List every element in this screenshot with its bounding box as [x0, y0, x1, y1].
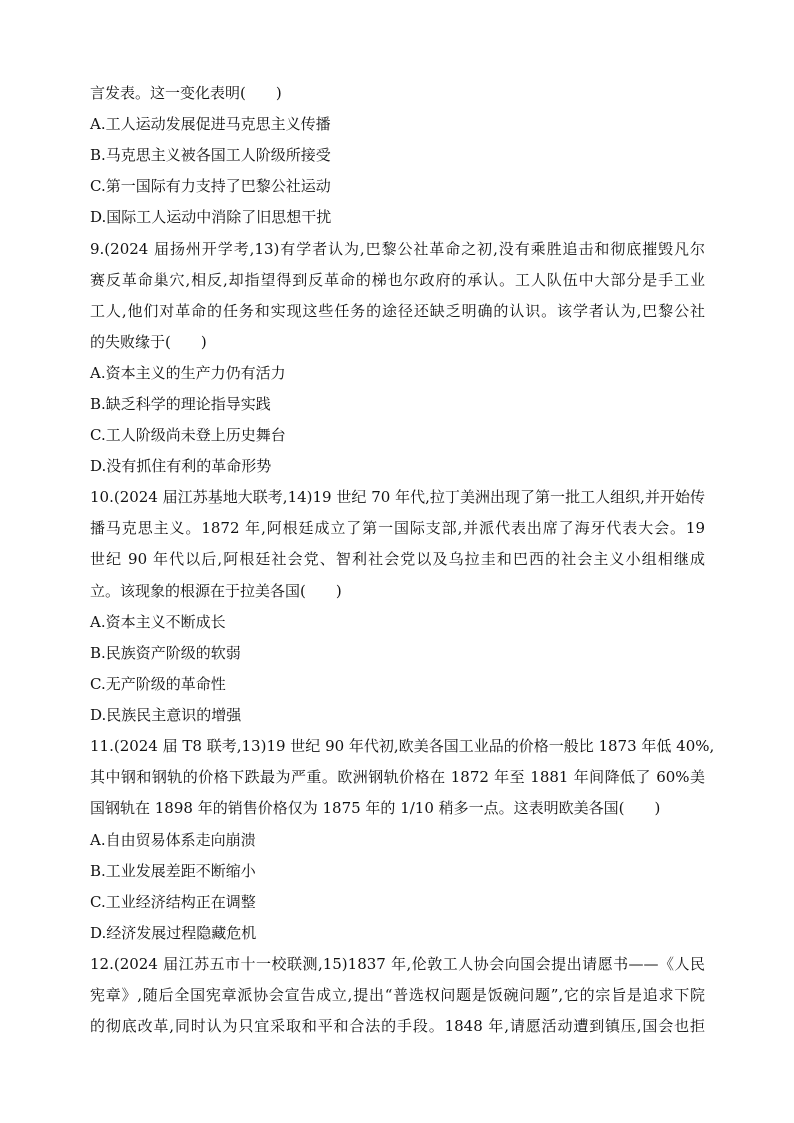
q12-stem-line-2: 宪章》,随后全国宪章派协会宣告成立,提出“普选权问题是饭碗问题”,它的宗旨是追求下院: [90, 986, 705, 1004]
q9-stem-line-3: 工人,他们对革命的任务和实现这些任务的途径还缺乏明确的认识。该学者认为,巴黎公社: [90, 302, 705, 320]
q8-option-a: A.工人运动发展促进马克思主义传播: [90, 115, 331, 133]
q8-option-b: B.马克思主义被各国工人阶级所接受: [90, 146, 331, 164]
q9-option-b: B.缺乏科学的理论指导实践: [90, 395, 271, 413]
q10-stem-line-2: 播马克思主义。1872 年,阿根廷成立了第一国际支部,并派代表出席了海牙代表大会。19: [90, 519, 705, 537]
q8-option-d: D.国际工人运动中消除了旧思想干扰: [90, 208, 332, 226]
q9-stem-line-4: 的失败缘于( ): [90, 333, 207, 351]
q9-option-a: A.资本主义的生产力仍有活力: [90, 364, 286, 382]
q10-option-c: C.无产阶级的革命性: [90, 675, 226, 693]
q8-option-c: C.第一国际有力支持了巴黎公社运动: [90, 177, 331, 195]
q11-stem-line-2: 其中钢和钢轨的价格下跌最为严重。欧洲钢轨价格在 1872 年至 1881 年间降低了 60%美: [90, 768, 705, 786]
q10-stem-line-3: 世纪 90 年代以后,阿根廷社会党、智利社会党以及乌拉圭和巴西的社会主义小组相继成: [90, 550, 705, 568]
q11-stem-line-3: 国钢轨在 1898 年的销售价格仅为 1875 年的 1/10 稍多一点。这表明欧美各国( ): [90, 799, 661, 817]
q12-stem-line-1: 12.(2024 届江苏五市十一校联测,15)1837 年,伦敦工人协会向国会提出请愿书——《人民: [90, 955, 705, 973]
q10-stem-line-4: 立。该现象的根源在于拉美各国( ): [90, 582, 342, 600]
q9-option-c: C.工人阶级尚未登上历史舞台: [90, 426, 286, 444]
q9-stem-line-1: 9.(2024 届扬州开学考,13)有学者认为,巴黎公社革命之初,没有乘胜追击和彻底摧毁凡尔: [90, 240, 705, 258]
q10-option-b: B.民族资产阶级的软弱: [90, 644, 241, 662]
q8-stem-tail: 言发表。这一变化表明( ): [90, 84, 282, 102]
q11-option-c: C.工业经济结构正在调整: [90, 893, 256, 911]
q11-stem-line-1: 11.(2024 届 T8 联考,13)19 世纪 90 年代初,欧美各国工业品的价格一般比 1873 年低 40%,: [90, 737, 715, 755]
q9-stem-line-2: 赛反革命巢穴,相反,却指望得到反革命的梯也尔政府的承认。工人队伍中大部分是手工业: [90, 271, 705, 289]
q10-option-d: D.民族民主意识的增强: [90, 706, 242, 724]
q11-option-a: A.自由贸易体系走向崩溃: [90, 831, 256, 849]
q12-stem-line-3: 的彻底改革,同时认为只宜采取和平和合法的手段。1848 年,请愿活动遭到镇压,国会也拒: [90, 1017, 705, 1035]
q9-option-d: D.没有抓住有利的革命形势: [90, 457, 272, 475]
q11-option-d: D.经济发展过程隐藏危机: [90, 924, 257, 942]
q11-option-b: B.工业发展差距不断缩小: [90, 862, 256, 880]
q10-stem-line-1: 10.(2024 届江苏基地大联考,14)19 世纪 70 年代,拉丁美洲出现了第一批工人组织,并开始传: [90, 488, 705, 506]
q10-option-a: A.资本主义不断成长: [90, 613, 226, 631]
